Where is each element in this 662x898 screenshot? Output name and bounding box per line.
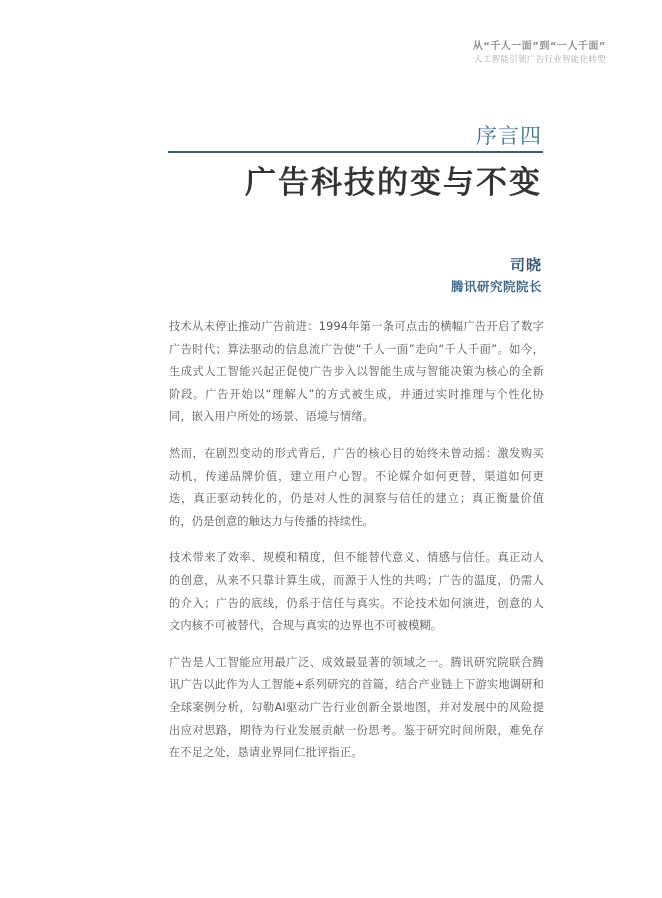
paragraph: 技术从未停止推动广告前进：1994年第一条可点击的横幅广告开启了数字广告时代；算法驱动的信息流广告使“千人一面”走向“千人千面”。如今，生成式人工智能兴起正促使广告步入以智能生成与智能决策为核心的全新阶段。广告开始以“理解人”的方式被生成，并通过实时推理与个性化协同，嵌入用户所处的场景、语境与情绪。 [169, 320, 544, 424]
section-label: 序言四 [476, 124, 542, 148]
divider-rule [168, 151, 543, 153]
author-block [451, 255, 542, 297]
paragraph: 广告是人工智能应用最广泛、成效最显著的领域之一。腾讯研究院联合腾讯广告以此作为人工智能+系列研究的首篇，结合产业链上下游实地调研和全球案例分析，勾勒AI驱动广告行业创新全景地图，并对发展中的风险提出应对思路，期待为行业发展贡献一份思考。鉴于研究时间所限，难免存在不足之处，恳请业界同仁批评指正。 [169, 655, 544, 760]
paragraph: 技术带来了效率、规模和精度，但不能替代意义、情感与信任。真正动人的创意，从来不只靠计算生成，而源于人性的共鸣；广告的温度，仍需人的介入；广告的底线，仍系于信任与真实。不论技术如何演进，创意的人文内核不可被替代，合规与真实的边界也不可被模糊。 [169, 551, 544, 633]
author-name: 司晓 [509, 256, 542, 274]
series-subtitle: 人工智能引领广告行业智能化转型 [473, 55, 606, 65]
paragraph: 然而，在剧烈变动的形式背后，广告的核心目的始终未曾动摇：激发购买动机，传递品牌价值，建立用户心智。不论媒介如何更替，渠道如何更迭，真正驱动转化的，仍是对人性的洞察与信任的建立；真正衡量价值的，仍是创意的触达力与传播的持续性。 [169, 446, 544, 528]
author-role: 腾讯研究院院长 [450, 279, 542, 294]
series-title: 从“千人一面”到“一人千面” [472, 41, 606, 52]
running-header [473, 40, 606, 66]
body-text [169, 316, 544, 779]
page-title: 广告科技的变与不变 [245, 165, 542, 201]
